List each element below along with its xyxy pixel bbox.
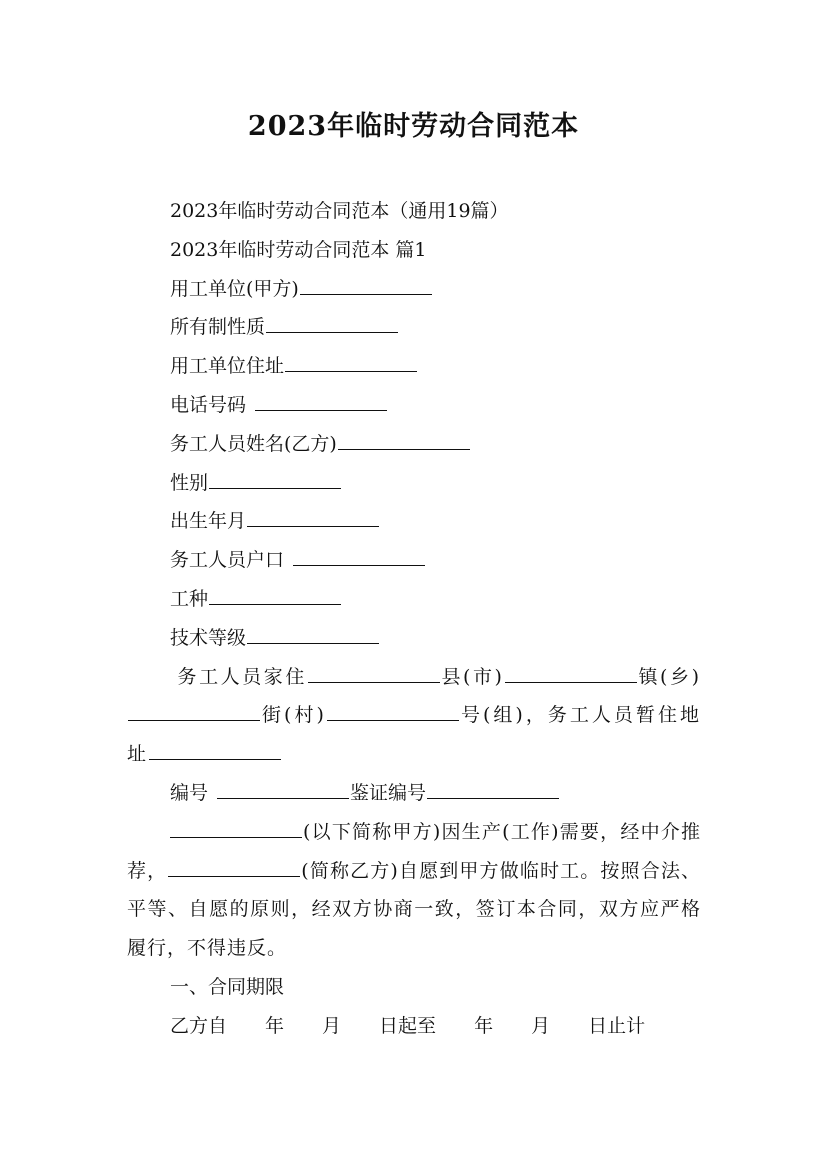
- term-year: 年: [265, 1014, 285, 1037]
- blank-line: [505, 681, 637, 683]
- blank-line: [300, 293, 432, 295]
- residence-prefix: 务工人员家住: [177, 665, 307, 688]
- field-birth: [127, 502, 701, 541]
- numbers-line: [127, 774, 701, 813]
- blank-line: [217, 797, 349, 799]
- blank-line: [170, 836, 302, 838]
- field-label: 工种: [170, 587, 209, 610]
- blank-line: [128, 719, 260, 721]
- field-phone: [127, 386, 701, 425]
- field-employer: [127, 270, 701, 309]
- term-year-end: 年: [474, 1014, 494, 1037]
- intro-part-b: (简称乙方)自愿到甲方做临时工。按照合法、平等、自愿的原则，经双方协商一致，签订本合同，双方应严格履行，不得违反。: [127, 859, 701, 960]
- field-label: 用工单位住址: [170, 355, 285, 378]
- blank-line: [209, 603, 341, 605]
- residence-street: 街(村): [261, 704, 326, 727]
- blank-line: [327, 719, 459, 721]
- field-label: 电话号码: [170, 393, 247, 416]
- field-worker-name: [127, 425, 701, 464]
- document-title: 2023年临时劳动合同范本: [247, 111, 580, 142]
- blank-line: [149, 758, 281, 760]
- blank-line: [308, 681, 440, 683]
- field-job-type: [127, 580, 701, 619]
- field-household: [127, 541, 701, 580]
- residence-paragraph: [127, 658, 701, 774]
- field-employer-address: [127, 347, 701, 386]
- blank-line: [266, 331, 398, 333]
- subtitle: 2023年临时劳动合同范本（通用19篇）: [170, 200, 509, 222]
- field-label: 用工单位(甲方): [170, 277, 299, 300]
- field-label: 性别: [170, 471, 209, 494]
- blank-line: [247, 642, 379, 644]
- field-label: 技术等级: [170, 626, 247, 649]
- term-day-to: 日止计: [588, 1014, 646, 1037]
- document-body: [127, 192, 701, 1046]
- blank-line: [247, 525, 379, 527]
- term-month-end: 月: [531, 1014, 551, 1037]
- cert-number-label: 鉴证编号: [350, 781, 427, 804]
- blank-line: [255, 409, 387, 411]
- blank-line: [285, 370, 417, 372]
- blank-line: [209, 487, 341, 489]
- field-gender: [127, 464, 701, 503]
- term-start: 乙方自: [170, 1014, 228, 1037]
- field-ownership: [127, 308, 701, 347]
- blank-line: [427, 797, 559, 799]
- field-skill-level: [127, 619, 701, 658]
- residence-township: (乡): [660, 665, 701, 688]
- residence-temp-address: 住地址: [127, 704, 702, 766]
- intro-paragraph: [127, 813, 701, 968]
- residence-county: 县(市): [440, 665, 504, 688]
- section-one-heading: 一、合同期限: [170, 975, 285, 998]
- blank-line: [168, 875, 300, 877]
- term-month: 月: [322, 1014, 342, 1037]
- blank-line: [338, 448, 470, 450]
- field-label: 务工人员户口: [170, 549, 285, 572]
- residence-town: 镇: [637, 665, 661, 688]
- term-day-from: 日起至: [379, 1014, 437, 1037]
- field-label: 出生年月: [170, 510, 247, 533]
- term-line: [127, 1007, 701, 1046]
- residence-group: 号(组)，务工人员暂: [459, 704, 658, 727]
- number-label: 编号: [170, 781, 209, 804]
- field-label: 所有制性质: [170, 316, 266, 339]
- intro-part-a: (以下简称甲方)因生产(工作)需要，经中介推荐，: [127, 820, 701, 882]
- article-heading: 2023年临时劳动合同范本 篇1: [170, 238, 427, 261]
- blank-line: [293, 564, 425, 566]
- field-label: 务工人员姓名(乙方): [170, 432, 337, 455]
